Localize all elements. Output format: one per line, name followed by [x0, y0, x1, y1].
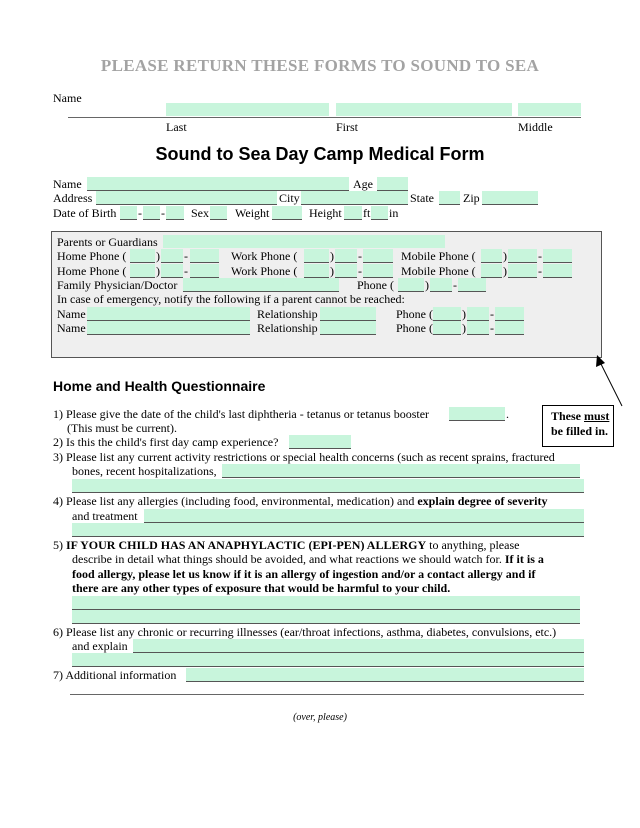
sex-label: Sex [191, 206, 209, 220]
work-dash-1: - [358, 249, 362, 263]
address-label: Address [53, 191, 93, 205]
physician-paren: ) [425, 278, 429, 292]
ft-label: ft [363, 206, 371, 220]
city-label: City [279, 191, 300, 205]
home-phone-line-2[interactable] [190, 264, 219, 278]
emergency-paren-2: ) [462, 321, 466, 335]
q3-field-1[interactable] [222, 464, 580, 478]
q3-line1: 3) Please list any current activity restrictions or special health concerns (such as recent sprains, fractured [53, 450, 555, 464]
home-phone-label-2: Home Phone ( [57, 264, 127, 278]
mobile-phone-area-1[interactable] [481, 249, 502, 263]
q7-field[interactable] [186, 668, 584, 682]
q5-line4: there are any other types of exposure that would be harmful to your child. [72, 581, 451, 595]
relationship-field-1[interactable] [320, 307, 376, 321]
emergency-phone-area-2[interactable] [433, 321, 461, 335]
home-phone-prefix-2[interactable] [161, 264, 183, 278]
q5-text-a: 5) [53, 538, 66, 552]
physician-label: Family Physician/Doctor [57, 278, 178, 292]
q2-field[interactable] [289, 435, 351, 449]
q7-text: 7) Additional information [53, 668, 177, 682]
home-phone-prefix-1[interactable] [161, 249, 183, 263]
emergency-phone-prefix-1[interactable] [467, 307, 489, 321]
callout-arrow-icon [590, 350, 630, 410]
mobile-phone-label-1: Mobile Phone ( [401, 249, 476, 263]
emergency-paren-1: ) [462, 307, 466, 321]
home-phone-label-1: Home Phone ( [57, 249, 127, 263]
emergency-phone-prefix-2[interactable] [467, 321, 489, 335]
name-divider [68, 117, 581, 118]
return-notice: PLEASE RETURN THESE FORMS TO SOUND TO SEA [100, 56, 540, 75]
emergency-name-field-1[interactable] [87, 307, 250, 321]
work-paren-2: ) [330, 264, 334, 278]
emergency-phone-area-1[interactable] [433, 307, 461, 321]
relationship-field-2[interactable] [320, 321, 376, 335]
sex-field[interactable] [210, 206, 227, 220]
q2-text: 2) Is this the child's first day camp experience? [53, 435, 279, 449]
mobile-phone-line-2[interactable] [543, 264, 572, 278]
q4-line2: and treatment [72, 509, 138, 523]
home-dash-1: - [184, 249, 188, 263]
work-phone-line-1[interactable] [363, 249, 393, 263]
emergency-name-field-2[interactable] [87, 321, 250, 335]
q4-text-a: 4) Please list any allergies (including food, environmental, medication) and [53, 494, 418, 508]
q1-period: . [506, 407, 509, 421]
over-please: (over, please) [293, 712, 347, 723]
mobile-phone-label-2: Mobile Phone ( [401, 264, 476, 278]
work-phone-label-1: Work Phone ( [231, 249, 298, 263]
in-label: in [389, 206, 399, 220]
physician-phone-area[interactable] [398, 278, 424, 292]
emergency-phone-line-1[interactable] [495, 307, 524, 321]
child-name-label: Name [53, 177, 82, 191]
emergency-phone-line-2[interactable] [495, 321, 524, 335]
city-field[interactable] [301, 191, 408, 205]
parents-field[interactable] [163, 235, 445, 248]
emergency-phone-label-1: Phone ( [396, 307, 433, 321]
work-dash-2: - [358, 264, 362, 278]
callout-text-b: be filled in. [551, 424, 609, 438]
q1-field[interactable] [449, 407, 505, 421]
physician-phone-prefix[interactable] [430, 278, 452, 292]
mobile-dash-2: - [538, 264, 542, 278]
child-name-field[interactable] [87, 177, 349, 191]
weight-field[interactable] [272, 206, 302, 220]
emergency-phone-label-2: Phone ( [396, 321, 433, 335]
q6-line1: 6) Please list any chronic or recurring illnesses (ear/throat infections, asthma, diabetes, convulsions, etc.) [53, 625, 557, 639]
state-field[interactable] [439, 191, 460, 205]
q5-text-c: to anything, please [426, 538, 520, 552]
mobile-phone-line-1[interactable] [543, 249, 572, 263]
parents-label: Parents or Guardians [57, 235, 158, 249]
q4-field-2[interactable] [72, 523, 584, 537]
state-label: State [410, 191, 434, 205]
q5-field-1[interactable] [72, 596, 580, 610]
mobile-paren-1: ) [503, 249, 507, 263]
q6-line2: and explain [72, 639, 128, 653]
work-phone-area-1[interactable] [304, 249, 329, 263]
home-paren-1: ) [156, 249, 160, 263]
form-title: Sound to Sea Day Camp Medical Form [155, 144, 485, 164]
dob-day-field[interactable] [143, 206, 160, 220]
work-phone-label-2: Work Phone ( [231, 264, 298, 278]
q5-line1 [53, 538, 519, 552]
q7-line [70, 694, 584, 695]
q5-line3: food allergy, please let us know if it is an allergy of ingestion and/or a contact allergy and if [72, 567, 536, 581]
emergency-name-label-2: Name [57, 321, 86, 335]
physician-phone-label: Phone ( [357, 278, 394, 292]
emergency-dash-1: - [490, 307, 494, 321]
callout-text-a: These [551, 409, 584, 423]
emergency-name-label-1: Name [57, 307, 86, 321]
first-name-field[interactable] [336, 103, 512, 116]
q4-field-1[interactable] [144, 509, 584, 523]
dob-label: Date of Birth [53, 206, 117, 220]
home-phone-area-2[interactable] [130, 264, 155, 278]
height-ft-field[interactable] [344, 206, 362, 220]
emergency-note: In case of emergency, notify the following if a parent cannot be reached: [57, 292, 405, 306]
q4-line1 [53, 494, 547, 508]
physician-phone-line[interactable] [458, 278, 486, 292]
name-label: Name [53, 91, 82, 105]
q1-text: 1) Please give the date of the child's last diphtheria - tetanus or tetanus booster [53, 407, 430, 421]
emergency-dash-2: - [490, 321, 494, 335]
work-paren-1: ) [330, 249, 334, 263]
age-field[interactable] [377, 177, 408, 191]
dob-month-field[interactable] [120, 206, 137, 220]
home-phone-area-1[interactable] [130, 249, 155, 263]
mobile-dash-1: - [538, 249, 542, 263]
q4-text-b: explain degree of severity [417, 494, 548, 508]
work-phone-area-2[interactable] [304, 264, 329, 278]
must-fill-callout [542, 405, 614, 447]
physician-dash: - [453, 278, 457, 292]
q5-text-e: If it is a [504, 552, 544, 566]
home-dash-2: - [184, 264, 188, 278]
home-phone-line-1[interactable] [190, 249, 219, 263]
last-label: Last [166, 120, 187, 134]
q5-text-b: IF YOUR CHILD HAS AN ANAPHYLACTIC (EPI-PEN) ALLERGY [66, 538, 427, 552]
work-phone-prefix-1[interactable] [335, 249, 357, 263]
first-label: First [336, 120, 359, 134]
weight-label: Weight [235, 206, 270, 220]
dob-year-field[interactable] [166, 206, 184, 220]
relationship-label-2: Relationship [257, 321, 318, 335]
callout-must: must [584, 409, 610, 423]
mobile-phone-area-2[interactable] [481, 264, 502, 278]
dob-dash-2: - [161, 206, 165, 220]
age-label: Age [353, 177, 373, 191]
relationship-label-1: Relationship [257, 307, 318, 321]
mobile-phone-prefix-2[interactable] [508, 264, 537, 278]
middle-name-field[interactable] [518, 103, 581, 116]
q5-text-d: describe in detail what things should be avoided, and what reactions we should watch for. [72, 552, 505, 566]
zip-label: Zip [463, 191, 480, 205]
work-phone-line-2[interactable] [363, 264, 393, 278]
dob-dash-1: - [138, 206, 142, 220]
q5-line2 [72, 552, 544, 566]
last-name-field[interactable] [166, 103, 329, 116]
address-field[interactable] [96, 191, 277, 205]
work-phone-prefix-2[interactable] [335, 264, 357, 278]
q3-line2: bones, recent hospitalizations, [72, 464, 217, 478]
physician-field[interactable] [183, 278, 339, 292]
q6-field-1[interactable] [133, 639, 584, 653]
questionnaire-title: Home and Health Questionnaire [53, 378, 266, 394]
q3-field-2[interactable] [72, 479, 584, 493]
zip-field[interactable] [482, 191, 538, 205]
middle-label: Middle [518, 120, 553, 134]
q5-field-2[interactable] [72, 610, 580, 624]
q1-note: (This must be current). [67, 421, 177, 435]
mobile-phone-prefix-1[interactable] [508, 249, 537, 263]
mobile-paren-2: ) [503, 264, 507, 278]
height-label: Height [309, 206, 342, 220]
height-in-field[interactable] [371, 206, 388, 220]
home-paren-2: ) [156, 264, 160, 278]
q6-field-2[interactable] [72, 653, 584, 667]
